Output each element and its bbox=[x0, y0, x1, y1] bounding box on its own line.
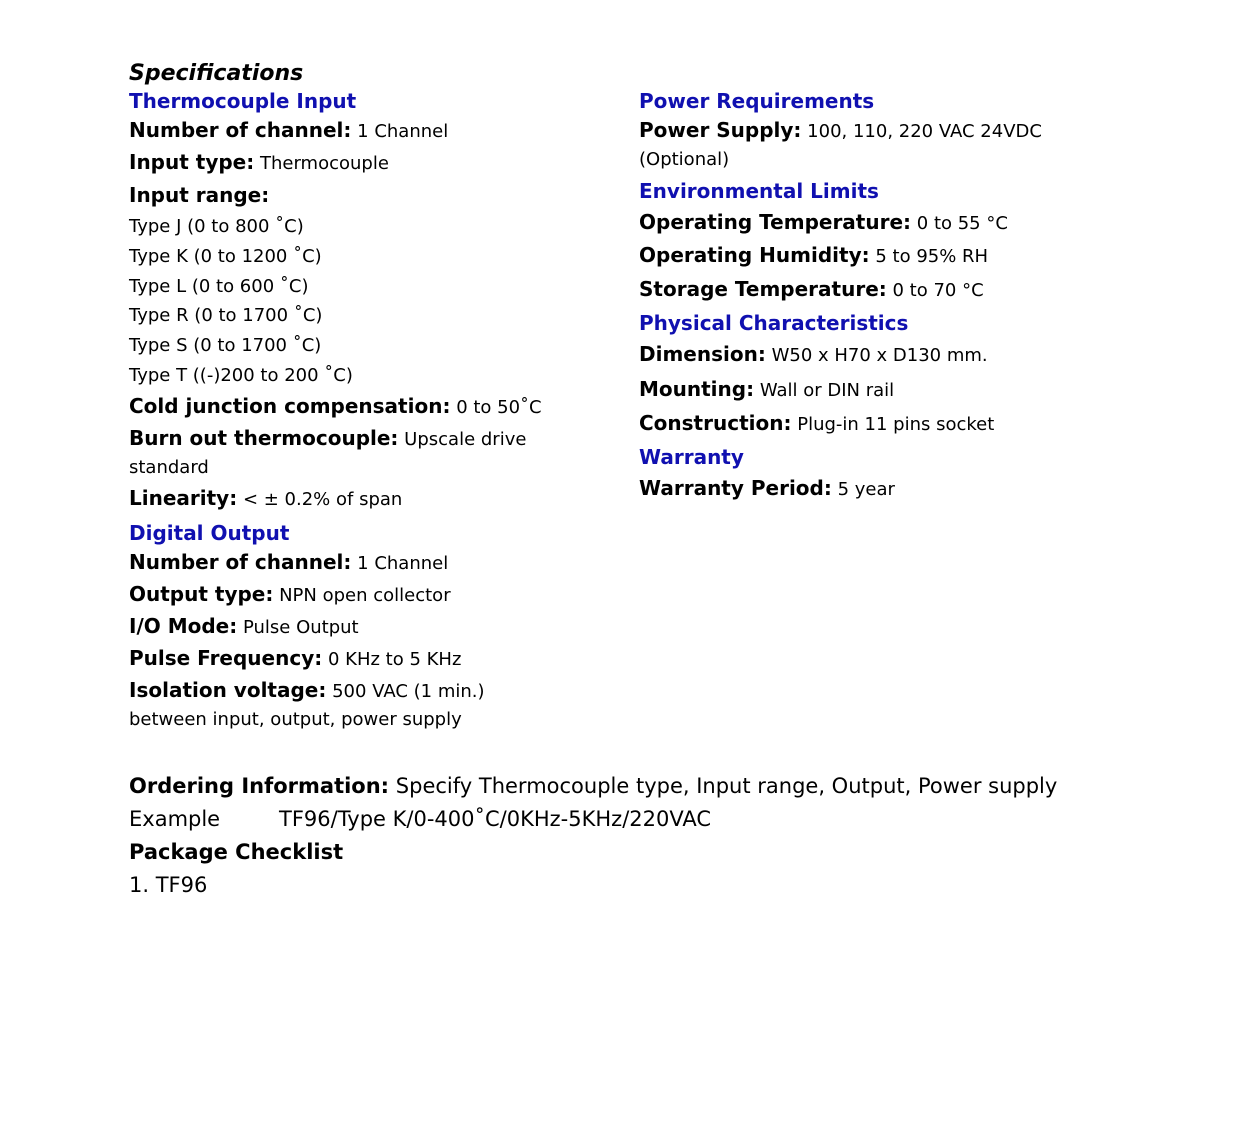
spec-label: Storage Temperature: bbox=[639, 277, 887, 301]
section-warranty: Warranty bbox=[639, 445, 744, 469]
spec-mounting bbox=[639, 373, 1109, 407]
spec-pulse-frequency bbox=[129, 643, 609, 675]
spec-label: Cold junction compensation: bbox=[129, 393, 451, 418]
spec-label: Construction: bbox=[639, 411, 792, 435]
spec-value: Thermocouple bbox=[259, 153, 389, 174]
spec-value: 1 Channel bbox=[357, 121, 449, 142]
spec-label: Power Supply: bbox=[639, 118, 802, 142]
spec-value: 0 KHz to 5 KHz bbox=[327, 648, 462, 670]
section-physical-characteristics: Physical Characteristics bbox=[639, 311, 909, 335]
spec-label: Output type: bbox=[129, 581, 274, 606]
spec-value: 0 to 70 °C bbox=[892, 280, 984, 301]
spec-value-continued: (Optional) bbox=[639, 149, 730, 170]
spec-operating-temperature bbox=[639, 207, 1109, 239]
spec-value: 1 Channel bbox=[357, 552, 449, 574]
spec-value: 0 to 50˚C bbox=[456, 396, 542, 418]
spec-dimension bbox=[639, 337, 1109, 373]
spec-isolation-voltage bbox=[129, 675, 609, 735]
spec-label: Linearity: bbox=[129, 485, 238, 510]
list-item: Type T ((-)200 to 200 ˚C) bbox=[129, 364, 353, 386]
spec-value: NPN open collector bbox=[279, 584, 451, 606]
spec-value: Pulse Output bbox=[242, 616, 359, 638]
spec-label: Operating Temperature: bbox=[639, 210, 912, 234]
package-item: 1. TF96 bbox=[129, 873, 208, 897]
section-thermocouple-input: Thermocouple Input bbox=[129, 89, 357, 113]
spec-label: Warranty Period: bbox=[639, 476, 832, 500]
spec-warranty-period bbox=[639, 471, 1109, 507]
spec-input-channels bbox=[129, 115, 609, 147]
spec-linearity bbox=[129, 483, 609, 515]
spec-power-supply bbox=[639, 115, 1109, 175]
spec-label: Number of channel: bbox=[129, 549, 352, 574]
spec-value: 500 VAC (1 min.) bbox=[332, 680, 485, 702]
spec-value: 5 year bbox=[837, 479, 895, 500]
list-item: Type R (0 to 1700 ˚C) bbox=[129, 305, 323, 327]
ordering-label: Ordering Information: bbox=[129, 774, 390, 798]
spec-label: Dimension: bbox=[639, 342, 766, 366]
right-column bbox=[639, 87, 1109, 507]
spec-burn-out bbox=[129, 423, 609, 483]
list-item: Type J (0 to 800 ˚C) bbox=[129, 216, 304, 237]
spec-output-type bbox=[129, 579, 609, 611]
spec-value: 0 to 55 °C bbox=[916, 213, 1008, 234]
spec-label: Pulse Frequency: bbox=[129, 645, 323, 670]
spec-cold-junction bbox=[129, 391, 609, 423]
spec-label: Isolation voltage: bbox=[129, 677, 327, 702]
ordering-value: Specify Thermocouple type, Input range, Output, Power supply bbox=[395, 774, 1058, 798]
section-power-requirements: Power Requirements bbox=[639, 89, 875, 113]
spec-value: 100, 110, 220 VAC 24VDC bbox=[807, 121, 1042, 142]
spec-construction bbox=[639, 407, 1109, 441]
spec-value: Wall or DIN rail bbox=[759, 380, 895, 401]
spec-value: Plug-in 11 pins socket bbox=[797, 414, 995, 435]
spec-label: Mounting: bbox=[639, 377, 755, 401]
example-value: TF96/Type K/0-400˚C/0KHz-5KHz/220VAC bbox=[279, 807, 712, 831]
spec-value: < ± 0.2% of span bbox=[242, 488, 403, 510]
left-column bbox=[129, 87, 609, 735]
spec-operating-humidity bbox=[639, 239, 1109, 273]
spec-value: W50 x H70 x D130 mm. bbox=[771, 345, 988, 366]
spec-value-continued: standard bbox=[129, 456, 209, 478]
spec-label: Number of channel: bbox=[129, 118, 352, 142]
page-title: Specifications bbox=[129, 61, 304, 86]
list-item: Type S (0 to 1700 ˚C) bbox=[129, 335, 322, 357]
spec-label: Burn out thermocouple: bbox=[129, 425, 399, 450]
spec-value: 5 to 95% RH bbox=[875, 246, 989, 267]
spec-storage-temperature bbox=[639, 273, 1109, 307]
spec-value-continued: between input, output, power supply bbox=[129, 708, 462, 730]
spec-label: Input type: bbox=[129, 150, 255, 174]
example-label: Example bbox=[129, 807, 221, 831]
package-checklist-heading: Package Checklist bbox=[129, 840, 344, 864]
spec-input-type bbox=[129, 147, 609, 179]
list-item: Type K (0 to 1200 ˚C) bbox=[129, 245, 322, 267]
ordering-example bbox=[129, 803, 1129, 836]
list-item: Type L (0 to 600 ˚C) bbox=[129, 275, 309, 297]
spec-io-mode bbox=[129, 611, 609, 643]
spec-input-range-label: Input range: bbox=[129, 183, 270, 207]
ordering-information bbox=[129, 770, 1129, 803]
spec-label: Operating Humidity: bbox=[639, 243, 870, 267]
section-digital-output: Digital Output bbox=[129, 520, 290, 545]
spec-label: I/O Mode: bbox=[129, 613, 238, 638]
section-environmental-limits: Environmental Limits bbox=[639, 179, 879, 203]
spec-output-channels bbox=[129, 547, 609, 579]
spec-value: Upscale drive bbox=[404, 428, 527, 450]
input-range-list bbox=[129, 212, 609, 391]
ordering-section bbox=[129, 770, 1129, 902]
